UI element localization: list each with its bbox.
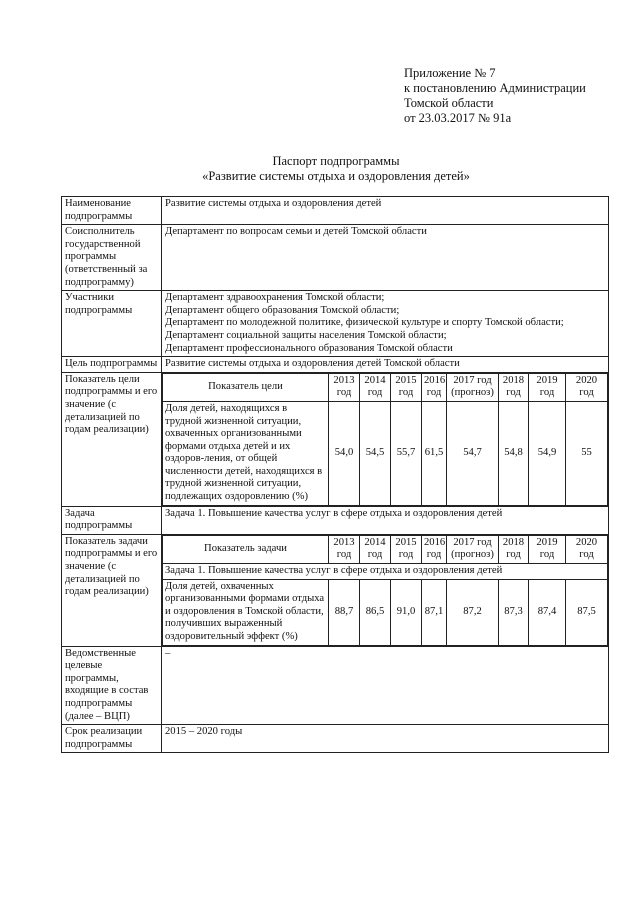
row-value: –: [162, 646, 609, 725]
passport-table: [61, 196, 609, 753]
indicator-value: 55: [566, 401, 608, 505]
title-line-1: Паспорт подпрограммы: [272, 154, 400, 168]
indicator-value: 87,2: [447, 579, 499, 645]
row-value: Задача 1. Повышение качества услуг в сфере отдыха и оздоровления детей: [162, 506, 609, 534]
indicator-value: 54,9: [529, 401, 566, 505]
row-name: [62, 197, 609, 225]
row-task: [62, 506, 609, 534]
row-goal-indicator: [62, 372, 609, 506]
appendix-line: к постановлению Администрации: [404, 81, 586, 95]
appendix-line: от 23.03.2017 № 91а: [404, 111, 512, 125]
row-label: Ведомственные целевые программы, входящие в состав подпрограммы (далее – ВЦП): [62, 646, 162, 725]
row-label: Цель подпрограммы: [62, 357, 162, 373]
year-header: 2016 год: [422, 373, 447, 401]
row-participants: [62, 291, 609, 357]
year-header: 2017 год (прогноз): [447, 373, 499, 401]
year-header: 2013 год: [329, 373, 360, 401]
title-line-2: «Развитие системы отдыха и оздоровления детей»: [202, 169, 470, 183]
row-value: Развитие системы отдыха и оздоровления детей Томской области: [162, 357, 609, 373]
indicator-value: 91,0: [391, 579, 422, 645]
indicator-value: 54,8: [499, 401, 529, 505]
indicator-value: 55,7: [391, 401, 422, 505]
year-header: 2020 год: [566, 535, 608, 563]
participant-item: Департамент общего образования Томской области;: [165, 304, 400, 316]
row-value: Департамент по вопросам семьи и детей Томской области: [162, 225, 609, 291]
year-header: 2015 год: [391, 373, 422, 401]
row-term: [62, 725, 609, 753]
row-label: Показатель задачи подпрограммы и его значение (с детализацией по годам реализации): [62, 534, 162, 646]
year-header: 2019 год: [529, 535, 566, 563]
row-value: [162, 291, 609, 357]
year-header: 2017 год (прогноз): [447, 535, 499, 563]
year-header: 2016 год: [422, 535, 447, 563]
year-header: 2018 год: [499, 535, 529, 563]
indicator-value: 61,5: [422, 401, 447, 505]
indicator-value: 87,4: [529, 579, 566, 645]
row-label: Соисполнитель государственной программы (ответственный за подпрограмму): [62, 225, 162, 291]
row-vcp: [62, 646, 609, 725]
participant-item: Департамент социальной защиты населения Томской области;: [165, 329, 447, 341]
year-header: 2020 год: [566, 373, 608, 401]
year-header: 2014 год: [360, 535, 391, 563]
appendix-block: [404, 66, 586, 126]
year-header: 2015 год: [391, 535, 422, 563]
participant-item: Департамент по молодежной политике, физической культуре и спорту Томской области;: [165, 317, 564, 329]
indicator-value: 88,7: [329, 579, 360, 645]
indicator-value: 87,1: [422, 579, 447, 645]
indicator-header: Показатель цели: [163, 373, 329, 401]
indicator-value: 87,5: [566, 579, 608, 645]
year-header: 2018 год: [499, 373, 529, 401]
page-title: [64, 154, 608, 184]
indicator-value: 87,3: [499, 579, 529, 645]
row-value: 2015 – 2020 годы: [162, 725, 609, 753]
year-header: 2013 год: [329, 535, 360, 563]
indicator-value: 86,5: [360, 579, 391, 645]
indicator-description: Доля детей, находящихся в трудной жизненной ситуации, охваченных организованными формами отдыха детей и их оздоров-ления, от общей численности детей, находящихся в трудной жизненной ситуации, подлежащих оздоровлению (%): [163, 401, 329, 505]
indicator-value: 54,0: [329, 401, 360, 505]
indicator-value: 54,7: [447, 401, 499, 505]
task-indicator-table: [162, 535, 608, 646]
row-label: Участники подпрограммы: [62, 291, 162, 357]
row-goal: [62, 357, 609, 373]
row-value: [162, 372, 609, 506]
row-label: Задача подпрограммы: [62, 506, 162, 534]
year-header: 2019 год: [529, 373, 566, 401]
year-header: 2014 год: [360, 373, 391, 401]
indicator-value: 54,5: [360, 401, 391, 505]
row-label: Показатель цели подпрограммы и его значение (с детализацией по годам реализации): [62, 372, 162, 506]
row-coexecutor: [62, 225, 609, 291]
participant-item: Департамент здравоохранения Томской области;: [165, 292, 385, 304]
row-label: Срок реализации подпрограммы: [62, 725, 162, 753]
appendix-line: Приложение № 7: [404, 66, 496, 80]
appendix-line: Томской области: [404, 96, 494, 110]
goal-indicator-table: [162, 373, 608, 506]
row-value: [162, 534, 609, 646]
row-task-indicator: [62, 534, 609, 646]
indicator-header: Показатель задачи: [163, 535, 329, 563]
row-value: Развитие системы отдыха и оздоровления детей: [162, 197, 609, 225]
row-label: Наименование подпрограммы: [62, 197, 162, 225]
task-subtitle: Задача 1. Повышение качества услуг в сфере отдыха и оздоровления детей: [163, 564, 608, 580]
indicator-description: Доля детей, охваченных организованными формами отдыха и оздоровления в Томской области, получивших выраженный оздоровительный эффект (%): [163, 579, 329, 645]
participant-item: Департамент профессионального образования Томской области: [165, 342, 453, 354]
